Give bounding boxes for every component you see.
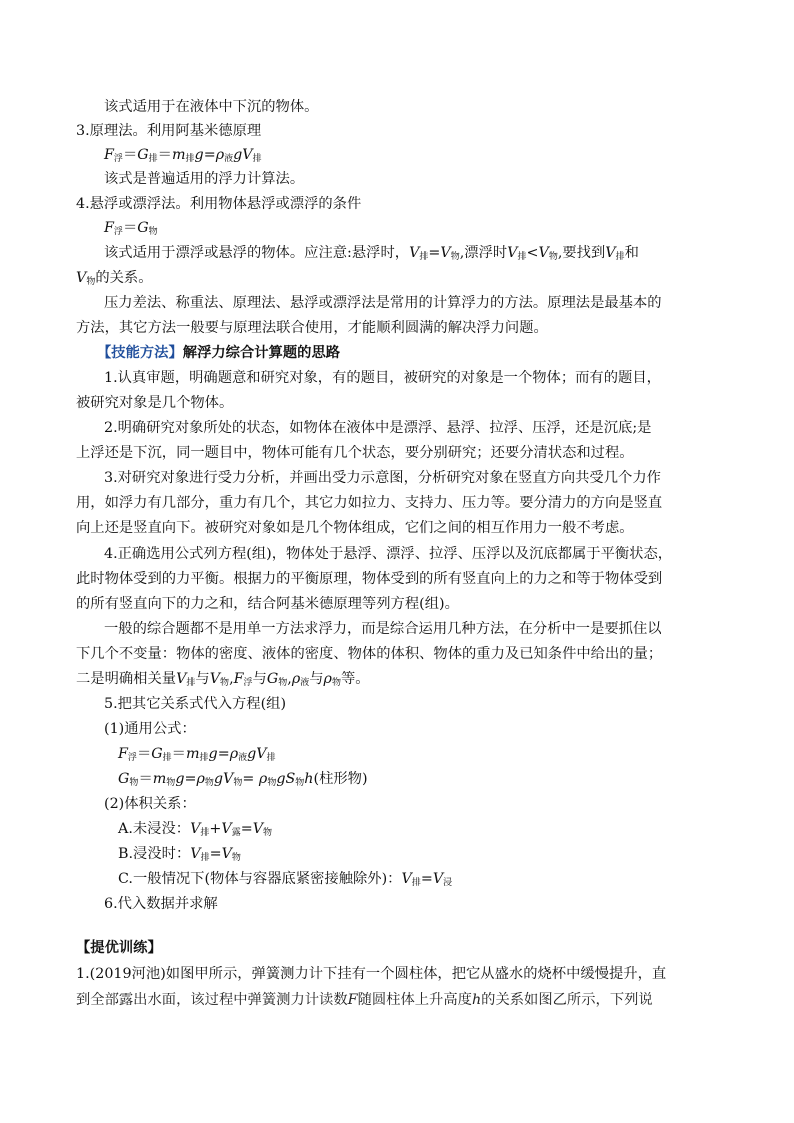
general-formula-label: (1)通用公式： [104, 721, 196, 737]
problem-1-line-1: 1.(2019河池)如图甲所示，弹簧测力计下挂有一个圆柱体，把它从盛水的烧杯中缓慢提升，直 [76, 966, 667, 982]
step-2: 2.明确研究对象所处的状态，如物体在液体中是漂浮、悬浮、拉浮、压浮，还是沉底;是 [104, 420, 652, 436]
formula-floating: $F_浮=G_物$ [104, 220, 158, 237]
floating-condition-line: 该式适用于漂浮或悬浮的物体。应注意:悬浮时，$V_排=V_物$,漂浮时$V_排<V_物$,要找到$V_排$和 [104, 245, 639, 262]
problem-1-line-2: 到全部露出水面，该过程中弹簧测力计读数F随圆柱体上升高度h的关系如图乙所示，下列说 [76, 992, 653, 1008]
text-line: 方法，其它方法一般要与原理法联合使用，才能顺利圆满的解决浮力问题。 [76, 320, 548, 336]
section-4-title: 4.悬浮或漂浮法。利用物体悬浮或漂浮的条件 [76, 196, 362, 212]
text-line: 被研究对象是几个物体。 [76, 395, 234, 411]
formula-archimedes: $F_浮=G_排=m_排g=\rho_液gV_排$ [104, 147, 262, 164]
step-6: 6.代入数据并求解 [104, 896, 218, 912]
related-quantities-line: 二是明确相关量$V_排$与$V_物,F_浮$与$G_物,\rho_液$与$\rho_物$等。 [76, 671, 370, 688]
skill-heading [97, 343, 340, 363]
volume-relation-label: (2)体积关系： [104, 796, 196, 812]
text-line: 下几个不变量：物体的密度、液体的密度、物体的体积、物体的重力及已知条件中给出的量； [76, 646, 663, 662]
step-4: 4.正确选用公式列方程(组)，物体处于悬浮、漂浮、拉浮、压浮以及沉底都属于平衡状态， [104, 546, 673, 562]
formula-general-1: $F_浮=G_排=m_排g=\rho_液gV_排$ [118, 746, 276, 763]
text-line: 的所有竖直向下的力之和，结合阿基米德原理等列方程(组)。 [76, 596, 459, 612]
section-3-title: 3.原理法。利用阿基米德原理 [76, 123, 262, 139]
training-heading: 【提优训练】 [76, 940, 162, 956]
step-5: 5.把其它关系式代入方程(组) [104, 696, 287, 712]
floating-condition-line-2: $V_物$的关系。 [76, 270, 153, 287]
skill-title: 解浮力综合计算题的思路 [182, 345, 341, 361]
text-line: 一般的综合题都不是用单一方法求浮力，而是综合运用几种方法，在分析中一是要抓住以 [104, 621, 662, 637]
text-line: 向上还是竖直向下。被研究对象如是几个物体组成，它们之间的相互作用力一般不考虑。 [76, 520, 634, 536]
text-line: 该式适用于在液体中下沉的物体。 [104, 99, 319, 115]
skill-tag: 【技能方法】 [97, 345, 183, 361]
volume-relation-a: A.未浸没：$V_排+V_露=V_物$ [118, 821, 273, 838]
text-line: 该式是普遍适用的浮力计算法。 [104, 171, 305, 187]
text-line: 压力差法、称重法、原理法、悬浮或漂浮法是常用的计算浮力的方法。原理法是最基本的 [104, 295, 662, 311]
text-line: 上浮还是下沉，同一题目中，物体可能有几个状态，要分别研究；还要分清状态和过程。 [76, 445, 634, 461]
step-1: 1.认真审题，明确题意和研究对象，有的题目，被研究的对象是一个物体；而有的题目， [104, 370, 661, 386]
text-line: 此时物体受到的力平衡。根据力的平衡原理，物体受到的所有竖直向上的力之和等于物体受到 [76, 571, 663, 587]
text-line: 用，如浮力有几部分，重力有几个，其它力如拉力、支持力、压力等。要分清力的方向是竖直 [76, 495, 663, 511]
formula-general-2: $G_物=m_物g=\rho_物gV_物= \rho_物gS_物h$(柱形物) [118, 771, 368, 788]
volume-relation-c: C.一般情况下(物体与容器底紧密接触除外)：$V_排=V_浸$ [118, 871, 453, 888]
step-3: 3.对研究对象进行受力分析，并画出受力示意图，分析研究对象在竖直方向共受几个力作 [104, 470, 661, 486]
volume-relation-b: B.浸没时：$V_排=V_物$ [118, 846, 241, 863]
